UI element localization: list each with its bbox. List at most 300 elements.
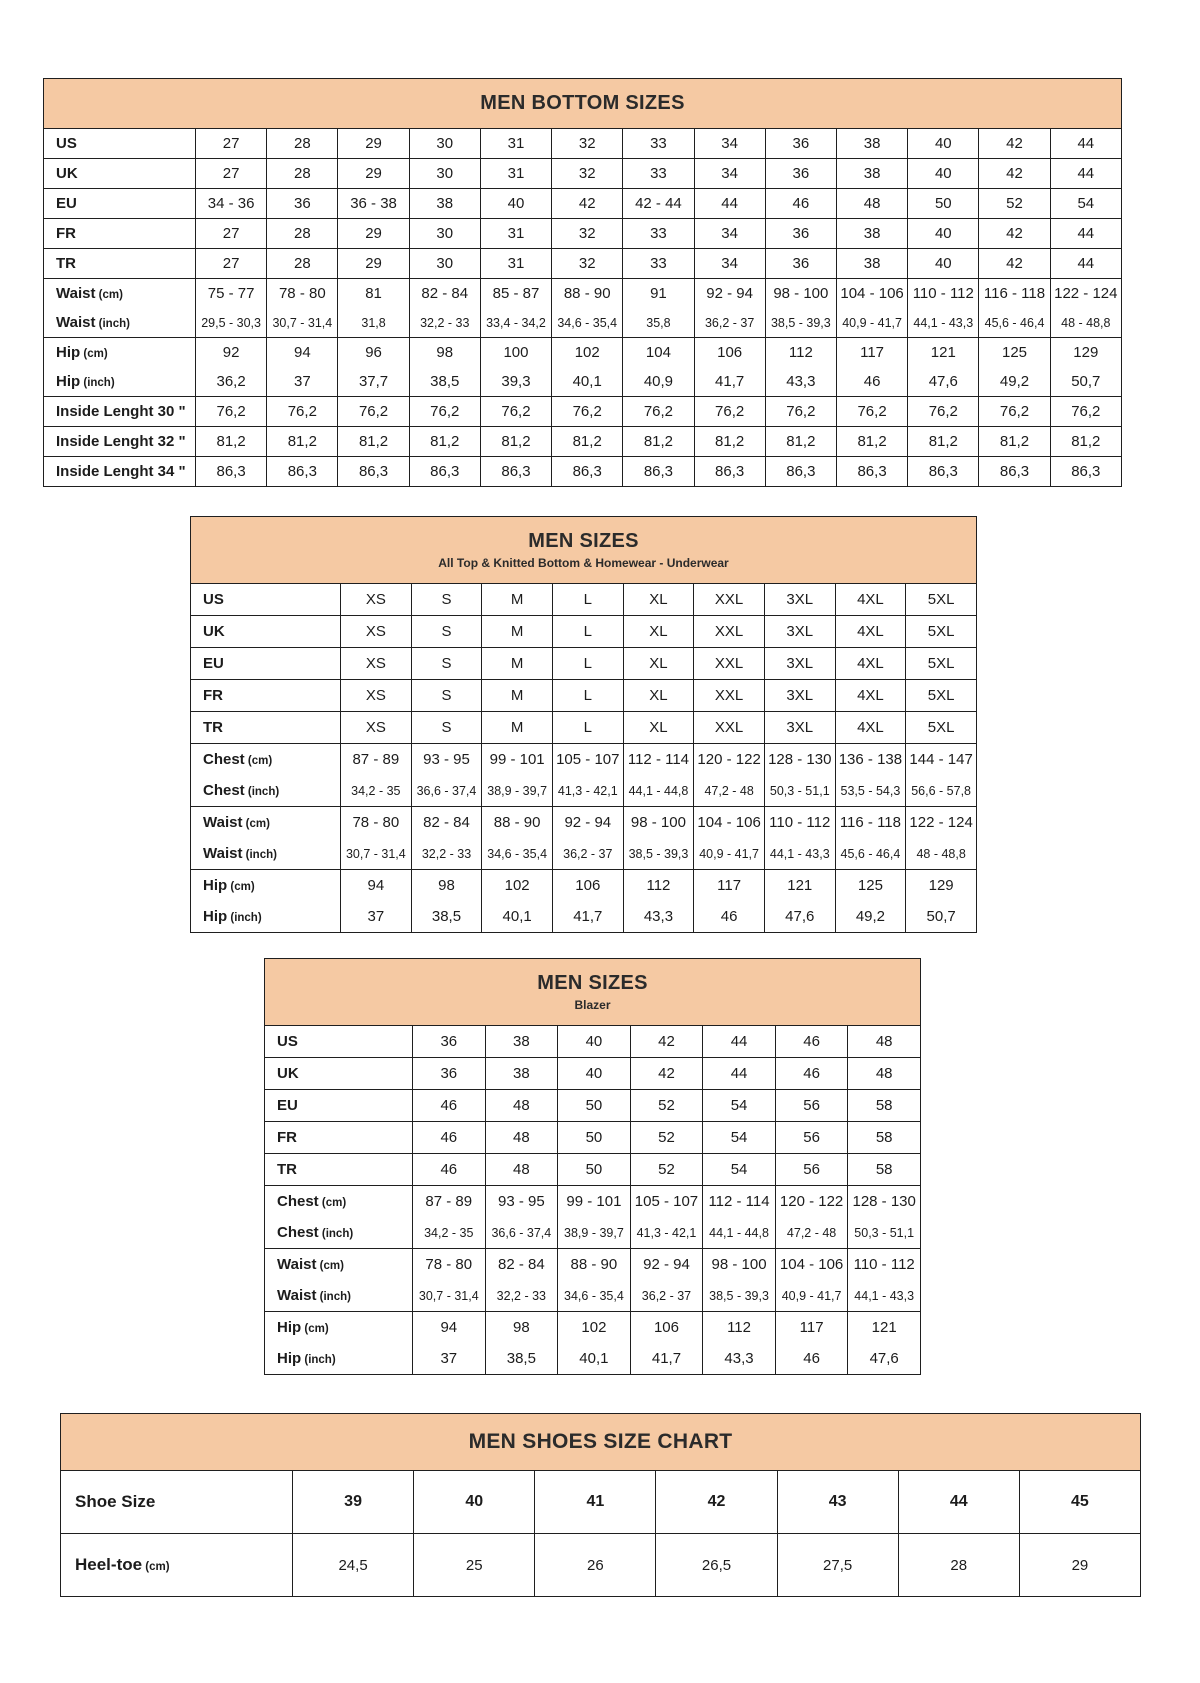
table-cell: 32 (552, 159, 623, 189)
row-label-text: TR (56, 255, 76, 272)
row-label-text: FR (203, 687, 223, 704)
table-cell: 27 (196, 249, 267, 279)
table-cell: 33,4 - 34,2 (480, 308, 551, 338)
table-cell: 104 - 106 (775, 1249, 848, 1281)
table-cell: 117 (836, 338, 907, 368)
table-cell: 39,3 (480, 367, 551, 397)
table-cell: 37 (341, 901, 412, 933)
row-label (44, 129, 196, 159)
row-label-text: Inside Lenght 32 " (56, 433, 186, 450)
table-cell: 38 (836, 219, 907, 249)
table-row (265, 1122, 921, 1154)
table-cell: XXL (694, 616, 765, 648)
row-label (191, 775, 341, 807)
row-label-unit: (cm) (316, 1260, 344, 1272)
table-cell: 46 (775, 1026, 848, 1058)
row-label (191, 870, 341, 902)
row-label-text: US (56, 135, 77, 152)
table-cell: 46 (775, 1343, 848, 1375)
table-cell: 116 - 118 (835, 807, 906, 839)
row-label (44, 249, 196, 279)
table-cell: 106 (630, 1312, 703, 1344)
table-cell: L (552, 712, 623, 744)
table-cell: 94 (341, 870, 412, 902)
table-row (191, 744, 977, 776)
table-cell: 44,1 - 43,3 (764, 838, 835, 870)
table-cell: 81,2 (338, 427, 409, 457)
row-label-text: Waist (277, 1256, 317, 1273)
table-cell: 46 (765, 189, 836, 219)
table-cell: 33 (623, 219, 694, 249)
men-bottom-sizes-grid (43, 78, 1122, 487)
row-label (265, 1090, 413, 1122)
table-cell: 78 - 80 (413, 1249, 486, 1281)
men-bottom-sizes-table (43, 78, 1122, 487)
table-cell: S (411, 680, 482, 712)
table-cell: 32,2 - 33 (485, 1280, 558, 1312)
table-cell: M (482, 680, 553, 712)
table-cell: 40,9 - 41,7 (836, 308, 907, 338)
table-cell: 40 (908, 129, 979, 159)
table-cell: 34 (694, 159, 765, 189)
table-cell: 28 (267, 129, 338, 159)
men-shoes-size-chart-grid (60, 1413, 1141, 1597)
row-label-text: US (203, 591, 224, 608)
table-cell: 36 (765, 159, 836, 189)
row-label-text: EU (277, 1097, 298, 1114)
table-cell: XL (623, 712, 694, 744)
table-cell: 92 - 94 (694, 279, 765, 309)
table-cell: 104 (623, 338, 694, 368)
table-cell: 36,2 - 37 (694, 308, 765, 338)
table-cell: 36 (765, 129, 836, 159)
table-cell: 31 (480, 159, 551, 189)
table-cell: 44 (1050, 129, 1121, 159)
table-cell: 41,7 (552, 901, 623, 933)
table-cell: XL (623, 616, 694, 648)
table-cell: 112 - 114 (703, 1186, 776, 1218)
table-cell: 44 (703, 1058, 776, 1090)
table-cell: 76,2 (694, 397, 765, 427)
table-cell: 42 (630, 1058, 703, 1090)
table-title: MEN SIZES (528, 530, 639, 552)
table-cell: XL (623, 680, 694, 712)
table-cell: 4XL (835, 616, 906, 648)
table-cell: 100 (480, 338, 551, 368)
table-cell: 38,9 - 39,7 (558, 1217, 631, 1249)
table-cell: 3XL (764, 712, 835, 744)
table-cell: 36,2 - 37 (552, 838, 623, 870)
row-label-text: TR (203, 719, 223, 736)
table-cell: 29 (338, 249, 409, 279)
table-row (44, 367, 1122, 397)
table-cell: 38,9 - 39,7 (482, 775, 553, 807)
table-cell: 117 (775, 1312, 848, 1344)
table-cell: 50,7 (906, 901, 977, 933)
table-cell: 40 (908, 219, 979, 249)
table-cell: 98 - 100 (765, 279, 836, 309)
table-cell: 76,2 (480, 397, 551, 427)
table-cell: 32 (552, 129, 623, 159)
table-cell: 144 - 147 (906, 744, 977, 776)
table-row (44, 219, 1122, 249)
table-cell: 43,3 (765, 367, 836, 397)
row-label (44, 279, 196, 309)
table-cell: 92 (196, 338, 267, 368)
men-shoes-table (60, 1413, 1141, 1597)
table-cell: 86,3 (338, 457, 409, 487)
row-label-unit: (inch) (227, 912, 262, 924)
table-cell: 47,6 (848, 1343, 921, 1375)
table-cell: 76,2 (908, 397, 979, 427)
table-cell: 102 (558, 1312, 631, 1344)
row-label-text: US (277, 1033, 298, 1050)
table-cell: 52 (979, 189, 1050, 219)
table-cell: 58 (848, 1154, 921, 1186)
table-cell: 86,3 (267, 457, 338, 487)
table-cell: 54 (703, 1154, 776, 1186)
table-row (191, 775, 977, 807)
table-cell: 81,2 (694, 427, 765, 457)
table-cell: 34,2 - 35 (341, 775, 412, 807)
table-cell: 30 (409, 129, 480, 159)
table-cell: 56 (775, 1090, 848, 1122)
table-cell: 116 - 118 (979, 279, 1050, 309)
table-cell: 31 (480, 129, 551, 159)
table-cell: 33 (623, 129, 694, 159)
table-cell: 40 (908, 159, 979, 189)
table-cell: 44 (898, 1471, 1019, 1534)
table-row (44, 249, 1122, 279)
table-cell: 40 (558, 1058, 631, 1090)
table-cell: 88 - 90 (482, 807, 553, 839)
table-cell: 3XL (764, 584, 835, 616)
table-cell: 81,2 (1050, 427, 1121, 457)
table-cell: 56 (775, 1154, 848, 1186)
table-cell: 36,2 (196, 367, 267, 397)
table-cell: 39 (293, 1471, 414, 1534)
table-cell: 82 - 84 (485, 1249, 558, 1281)
table-cell: 30 (409, 219, 480, 249)
table-cell: 29 (338, 159, 409, 189)
table-cell: 44 (1050, 249, 1121, 279)
table-cell: 3XL (764, 648, 835, 680)
row-label (265, 1058, 413, 1090)
table-cell: 29 (338, 219, 409, 249)
table-row (191, 712, 977, 744)
table-cell: 93 - 95 (411, 744, 482, 776)
table-cell: 56 (775, 1122, 848, 1154)
table-cell: 120 - 122 (775, 1186, 848, 1218)
table-cell: 37,7 (338, 367, 409, 397)
row-label-text: UK (203, 623, 225, 640)
table-row (191, 616, 977, 648)
table-cell: 86,3 (196, 457, 267, 487)
table-cell: 81,2 (409, 427, 480, 457)
table-cell: 82 - 84 (411, 807, 482, 839)
table-cell: 38,5 (409, 367, 480, 397)
table-cell: XXL (694, 584, 765, 616)
table-cell: 106 (552, 870, 623, 902)
row-label (265, 1122, 413, 1154)
table-row (61, 1534, 1141, 1597)
table-cell: 50 (908, 189, 979, 219)
row-label-text: Hip (203, 877, 228, 894)
size-chart-page (0, 78, 1200, 1597)
table-cell: 42 (656, 1471, 777, 1534)
table-cell: 43 (777, 1471, 898, 1534)
row-label-text: Hip (277, 1319, 302, 1336)
table-cell: 76,2 (836, 397, 907, 427)
table-cell: 28 (267, 219, 338, 249)
table-cell: 30 (409, 159, 480, 189)
table-cell: 44 (694, 189, 765, 219)
table-cell: 24,5 (293, 1534, 414, 1597)
row-label-text: UK (56, 165, 78, 182)
table-cell: 122 - 124 (1050, 279, 1121, 309)
table-cell: 45 (1019, 1471, 1140, 1534)
table-cell: 31,8 (338, 308, 409, 338)
table-cell: 25 (414, 1534, 535, 1597)
table-cell: XXL (694, 712, 765, 744)
table-row (44, 427, 1122, 457)
table-cell: 76,2 (1050, 397, 1121, 427)
table-cell: 129 (1050, 338, 1121, 368)
table-cell: 38,5 (411, 901, 482, 933)
table-cell: 50 (558, 1090, 631, 1122)
table-cell: 42 (979, 159, 1050, 189)
table-cell: 98 - 100 (703, 1249, 776, 1281)
table-cell: XS (341, 584, 412, 616)
table-cell: 40 (558, 1026, 631, 1058)
row-label-text: Hip (203, 908, 228, 925)
table-cell: 30 (409, 249, 480, 279)
table-cell: 86,3 (623, 457, 694, 487)
table-cell: 120 - 122 (694, 744, 765, 776)
table-cell: 4XL (835, 712, 906, 744)
row-label (191, 648, 341, 680)
table-cell: 78 - 80 (341, 807, 412, 839)
table-cell: S (411, 648, 482, 680)
table-cell: 48 (485, 1090, 558, 1122)
table-cell: 41,7 (694, 367, 765, 397)
table-cell: 50,3 - 51,1 (764, 775, 835, 807)
table-cell: 49,2 (835, 901, 906, 933)
table-cell: 86,3 (836, 457, 907, 487)
table-cell: 40 (480, 189, 551, 219)
table-cell: 121 (764, 870, 835, 902)
row-label (191, 901, 341, 933)
table-cell: 37 (413, 1343, 486, 1375)
table-cell: 34 (694, 219, 765, 249)
table-cell: 40,9 (623, 367, 694, 397)
table-subtitle: Blazer (574, 998, 611, 1012)
table-cell: 32,2 - 33 (411, 838, 482, 870)
row-label (44, 457, 196, 487)
table-cell: 44,1 - 43,3 (848, 1280, 921, 1312)
table-cell: 81,2 (765, 427, 836, 457)
table-cell: 86,3 (409, 457, 480, 487)
table-row (265, 1090, 921, 1122)
table-cell: 93 - 95 (485, 1186, 558, 1218)
row-label (191, 584, 341, 616)
table-cell: 86,3 (552, 457, 623, 487)
table-cell: 46 (775, 1058, 848, 1090)
table-cell: 34,6 - 35,4 (482, 838, 553, 870)
table-cell: 3XL (764, 616, 835, 648)
table-cell: 105 - 107 (630, 1186, 703, 1218)
table-cell: 36 (765, 249, 836, 279)
row-label-unit: (inch) (316, 1291, 351, 1303)
table-cell: 78 - 80 (267, 279, 338, 309)
table-cell: 117 (694, 870, 765, 902)
row-label-text: Hip (56, 373, 81, 390)
table-cell: 36,6 - 37,4 (485, 1217, 558, 1249)
table-cell: 26,5 (656, 1534, 777, 1597)
table-cell: 37 (267, 367, 338, 397)
table-cell: 28 (898, 1534, 1019, 1597)
row-label (191, 838, 341, 870)
table-cell: M (482, 584, 553, 616)
row-label-unit: (cm) (80, 348, 108, 360)
table-cell: 50,7 (1050, 367, 1121, 397)
table-cell: 28 (267, 249, 338, 279)
row-label (61, 1471, 293, 1534)
table-cell: 48 (848, 1058, 921, 1090)
row-label (44, 338, 196, 368)
table-cell: 40,1 (482, 901, 553, 933)
table-cell: L (552, 648, 623, 680)
row-label (191, 744, 341, 776)
table-cell: 48 - 48,8 (906, 838, 977, 870)
table-cell: 76,2 (552, 397, 623, 427)
table-cell: 102 (482, 870, 553, 902)
table-cell: 36 (413, 1058, 486, 1090)
row-label-text: Waist (203, 845, 243, 862)
table-cell: 4XL (835, 648, 906, 680)
table-row (265, 1249, 921, 1281)
table-cell: 5XL (906, 648, 977, 680)
table-cell: 42 (979, 219, 1050, 249)
table-cell: 31 (480, 219, 551, 249)
table-cell: XL (623, 648, 694, 680)
table-cell: 42 (630, 1026, 703, 1058)
table-cell: 41,7 (630, 1343, 703, 1375)
row-label-text: EU (203, 655, 224, 672)
table-cell: 129 (906, 870, 977, 902)
table-row (44, 457, 1122, 487)
table-cell: XS (341, 648, 412, 680)
table-cell: M (482, 616, 553, 648)
table-cell: 81,2 (979, 427, 1050, 457)
table-cell: 44,1 - 44,8 (623, 775, 694, 807)
table-title-cell (44, 79, 1122, 129)
table-cell: 81,2 (552, 427, 623, 457)
table-cell: 30,7 - 31,4 (267, 308, 338, 338)
table-cell: 58 (848, 1090, 921, 1122)
men-sizes-top-grid (190, 516, 977, 933)
table-cell: 32 (552, 249, 623, 279)
row-label-text: UK (277, 1065, 299, 1082)
row-label-text: Hip (277, 1350, 302, 1367)
row-label (265, 1249, 413, 1281)
row-label (265, 1154, 413, 1186)
table-cell: 44,1 - 43,3 (908, 308, 979, 338)
table-row (44, 129, 1122, 159)
table-title: MEN SIZES (537, 972, 648, 994)
table-cell: 112 (703, 1312, 776, 1344)
row-label-text: Heel-toe (75, 1555, 143, 1574)
row-label (191, 616, 341, 648)
table-cell: 52 (630, 1090, 703, 1122)
table-title-cell (61, 1414, 1141, 1471)
table-cell: XXL (694, 680, 765, 712)
table-row (44, 308, 1122, 338)
table-cell: 36,2 - 37 (630, 1280, 703, 1312)
table-row (191, 901, 977, 933)
table-cell: 36,6 - 37,4 (411, 775, 482, 807)
row-label-text: Inside Lenght 34 " (56, 463, 186, 480)
table-cell: 40,1 (558, 1343, 631, 1375)
table-cell: L (552, 680, 623, 712)
table-cell: 47,6 (908, 367, 979, 397)
table-cell: 98 - 100 (623, 807, 694, 839)
table-cell: 34,6 - 35,4 (552, 308, 623, 338)
table-cell: 42 (979, 129, 1050, 159)
table-row (44, 279, 1122, 309)
table-row (191, 807, 977, 839)
row-label (44, 189, 196, 219)
table-cell: 81,2 (908, 427, 979, 457)
row-label (265, 1312, 413, 1344)
table-cell: S (411, 616, 482, 648)
table-cell: 44 (1050, 219, 1121, 249)
row-label-text: FR (277, 1129, 297, 1146)
row-label-text: Inside Lenght 30 " (56, 403, 186, 420)
table-row (44, 159, 1122, 189)
table-cell: 29 (338, 129, 409, 159)
table-cell: 92 - 94 (630, 1249, 703, 1281)
table-cell: 47,6 (764, 901, 835, 933)
table-cell: 27 (196, 159, 267, 189)
row-label-unit: (cm) (142, 1561, 170, 1573)
table-cell: 40,9 - 41,7 (775, 1280, 848, 1312)
table-cell: 86,3 (1050, 457, 1121, 487)
table-row (265, 1312, 921, 1344)
table-cell: 46 (413, 1154, 486, 1186)
men-sizes-blazer-grid (264, 958, 921, 1375)
table-row (265, 1217, 921, 1249)
row-label (265, 1026, 413, 1058)
row-label-unit: (inch) (244, 786, 280, 798)
table-cell: 38,5 - 39,3 (623, 838, 694, 870)
row-label-unit: (cm) (227, 881, 255, 893)
table-cell: XS (341, 712, 412, 744)
row-label (265, 1280, 413, 1312)
table-cell: 38 (409, 189, 480, 219)
table-subtitle: All Top & Knitted Bottom & Homewear - Underwear (438, 556, 729, 570)
table-cell: 54 (703, 1090, 776, 1122)
table-cell: 36 (413, 1026, 486, 1058)
table-cell: 34 (694, 249, 765, 279)
table-cell: 110 - 112 (908, 279, 979, 309)
table-cell: 34,6 - 35,4 (558, 1280, 631, 1312)
table-row (191, 584, 977, 616)
row-label (44, 397, 196, 427)
table-cell: 76,2 (267, 397, 338, 427)
table-cell: L (552, 616, 623, 648)
table-cell: 32 (552, 219, 623, 249)
